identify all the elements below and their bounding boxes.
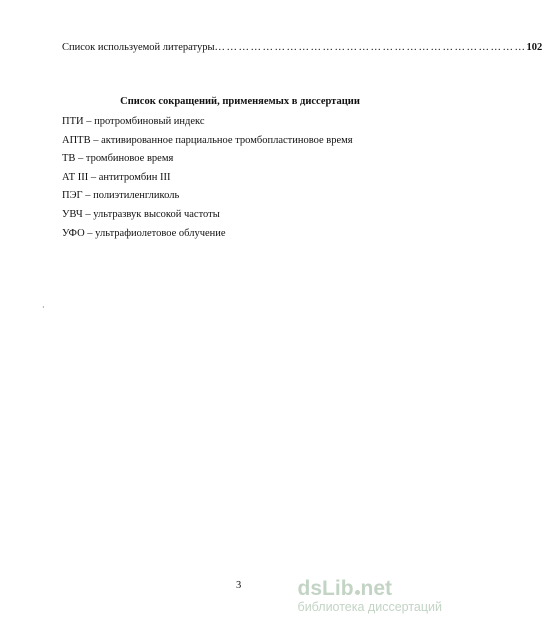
watermark-dot-icon — [355, 590, 360, 595]
abbreviations-heading: Список сокращений, применяемых в диссертации — [120, 96, 360, 107]
watermark-logo-text — [298, 578, 442, 600]
abbreviation-item: АТ III – антитромбин III — [62, 171, 171, 183]
watermark-logo[interactable] — [298, 578, 442, 614]
abbreviation-item: ТВ – тромбиновое время — [62, 153, 174, 165]
abbreviation-item: УВЧ – ультразвук высокой частоты — [62, 208, 220, 220]
abbreviations-list — [62, 113, 402, 243]
watermark-logo-left: dsLib — [297, 577, 354, 600]
watermark-subtitle: библиотека диссертаций — [297, 600, 442, 614]
toc-entry-references — [62, 42, 542, 53]
abbreviation-item: АПТВ – активированное парциальное тромбопластиновое время — [62, 134, 353, 146]
watermark-logo-right: net — [360, 577, 393, 600]
abbreviation-item: УФО – ультрафиолетовое облучение — [62, 227, 226, 239]
scan-speck: · — [42, 303, 45, 312]
toc-leader-dots: …………………………………………………………………… — [214, 42, 527, 53]
toc-entry-title: Список используемой литературы — [62, 42, 215, 53]
abbreviation-item: ПТИ – протромбиновый индекс — [62, 116, 205, 127]
abbreviation-item: ПЭГ – полиэтиленгликоль — [62, 190, 180, 202]
toc-entry-page: 102 — [526, 42, 542, 53]
page-number: 3 — [236, 580, 242, 591]
